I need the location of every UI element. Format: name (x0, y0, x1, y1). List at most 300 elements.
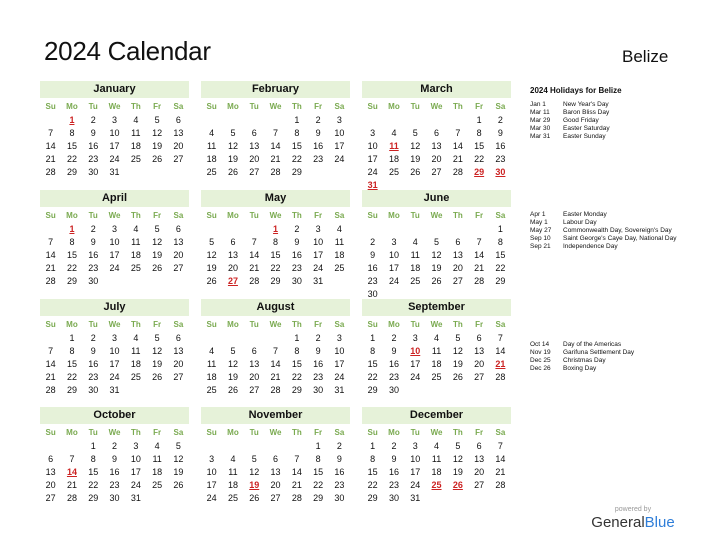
weekday-label: We (430, 102, 443, 111)
weekday-label: We (430, 320, 443, 329)
day-empty (40, 332, 61, 345)
day-cell: 12 (227, 359, 238, 369)
day-cell: 8 (370, 454, 376, 464)
weekday-label: Th (291, 211, 302, 220)
day-cell: 25 (334, 263, 345, 273)
holiday-group (530, 341, 680, 373)
holiday-group (530, 86, 680, 141)
day-cell: 20 (452, 263, 463, 273)
day-cell: 19 (152, 250, 163, 260)
day-cell: 25 (130, 372, 141, 382)
day-cell: 13 (227, 250, 238, 260)
day-cell: 15 (367, 467, 378, 477)
weekday-label: Sa (495, 102, 506, 111)
day-cell: 21 (270, 372, 281, 382)
day-cell: 16 (109, 467, 120, 477)
weekday-label: We (108, 211, 121, 220)
day-cell: 27 (173, 372, 184, 382)
month-december (362, 407, 511, 505)
month-header: June (362, 190, 511, 207)
day-cell: 4 (412, 237, 418, 247)
day-cell: 29 (291, 167, 302, 177)
holiday-name: Baron Bliss Day (563, 109, 610, 116)
day-cell: 28 (66, 493, 77, 503)
day-cell: 28 (270, 385, 281, 395)
day-cell: 3 (391, 237, 397, 247)
day-cell: 12 (152, 237, 163, 247)
day-cell: 30 (334, 493, 345, 503)
day-cell: 12 (452, 346, 463, 356)
holiday-row (530, 365, 680, 373)
holiday-date: Sep 10 (530, 235, 551, 242)
holiday-row (530, 211, 680, 219)
day-cell: 10 (410, 454, 421, 464)
day-cell: 8 (69, 237, 75, 247)
day-empty (40, 114, 61, 127)
day-cell: 9 (90, 128, 96, 138)
weekday-label: Th (452, 320, 463, 329)
day-cell: 24 (130, 480, 141, 490)
day-grid (201, 440, 350, 505)
day-cell: 8 (294, 128, 300, 138)
day-cell: 2 (336, 441, 342, 451)
day-cell: 19 (227, 154, 238, 164)
weekday-label: Tu (249, 320, 259, 329)
weekday-label: Tu (88, 320, 98, 329)
day-cell: 30 (388, 493, 399, 503)
weekday-label: We (269, 428, 282, 437)
day-cell: 14 (495, 454, 506, 464)
day-cell: 1 (294, 333, 300, 343)
day-cell: 2 (497, 115, 503, 125)
day-cell: 18 (130, 250, 141, 260)
day-cell: 6 (476, 441, 482, 451)
holiday-day-cell: 26 (452, 480, 463, 490)
holiday-row (530, 133, 680, 141)
day-cell: 25 (152, 480, 163, 490)
day-cell: 18 (130, 141, 141, 151)
day-cell: 10 (109, 346, 120, 356)
day-cell: 29 (495, 276, 506, 286)
day-cell: 7 (69, 454, 75, 464)
day-cell: 22 (291, 372, 302, 382)
day-cell: 18 (334, 250, 345, 260)
day-cell: 9 (497, 128, 503, 138)
day-cell: 27 (452, 276, 463, 286)
day-cell: 22 (270, 263, 281, 273)
day-grid (40, 114, 189, 179)
holiday-name: Easter Sunday (563, 133, 606, 140)
day-empty (447, 223, 468, 236)
day-cell: 11 (410, 250, 420, 260)
day-cell: 2 (315, 115, 321, 125)
day-cell: 4 (209, 346, 215, 356)
day-cell: 12 (227, 141, 238, 151)
day-cell: 19 (452, 359, 463, 369)
day-cell: 12 (152, 346, 163, 356)
day-cell: 30 (313, 385, 324, 395)
day-cell: 9 (336, 454, 342, 464)
month-february (201, 81, 350, 179)
day-cell: 25 (130, 263, 141, 273)
day-cell: 19 (452, 467, 463, 477)
weekday-label: Tu (249, 211, 259, 220)
day-empty (265, 114, 286, 127)
day-cell: 15 (66, 141, 77, 151)
day-cell: 4 (154, 441, 160, 451)
weekday-label: Su (367, 320, 378, 329)
weekday-header (362, 209, 511, 222)
day-cell: 3 (112, 333, 118, 343)
day-cell: 13 (173, 128, 184, 138)
day-cell: 28 (452, 167, 463, 177)
day-cell: 20 (249, 154, 260, 164)
day-cell: 8 (497, 237, 503, 247)
day-cell: 13 (474, 454, 485, 464)
weekday-label: We (108, 320, 121, 329)
holiday-name: Easter Saturday (563, 125, 610, 132)
holiday-date: May 27 (530, 227, 552, 234)
holiday-date: Sep 21 (530, 243, 551, 250)
day-cell: 21 (45, 263, 56, 273)
holiday-row (530, 227, 680, 235)
day-cell: 19 (152, 359, 163, 369)
holiday-day-cell: 11 (389, 141, 399, 151)
weekday-label: Th (130, 102, 141, 111)
day-grid (40, 223, 189, 288)
day-cell: 4 (336, 224, 342, 234)
day-cell: 23 (291, 263, 302, 273)
day-empty (426, 114, 447, 127)
weekday-label: Sa (334, 428, 345, 437)
holiday-day-cell: 1 (273, 224, 279, 234)
day-cell: 29 (291, 385, 302, 395)
day-cell: 6 (175, 224, 181, 234)
day-cell: 18 (227, 480, 238, 490)
weekday-label: Mo (388, 102, 400, 111)
day-cell: 27 (173, 263, 184, 273)
month-may (201, 190, 350, 288)
day-cell: 29 (367, 493, 378, 503)
day-cell: 22 (88, 480, 99, 490)
day-cell: 11 (152, 454, 162, 464)
day-cell: 24 (410, 480, 421, 490)
weekday-label: Su (206, 428, 217, 437)
day-cell: 12 (173, 454, 184, 464)
day-cell: 24 (313, 263, 324, 273)
weekday-label: Th (291, 428, 302, 437)
day-cell: 5 (412, 128, 418, 138)
weekday-label: We (269, 102, 282, 111)
day-cell: 14 (45, 141, 56, 151)
day-cell: 20 (270, 480, 281, 490)
day-cell: 2 (294, 224, 300, 234)
day-cell: 24 (367, 167, 378, 177)
day-cell: 1 (497, 224, 503, 234)
day-cell: 11 (206, 141, 217, 151)
day-cell: 17 (109, 359, 120, 369)
month-header: October (40, 407, 189, 424)
holiday-day-cell: 14 (66, 467, 77, 477)
day-cell: 26 (152, 154, 163, 164)
day-cell: 21 (270, 154, 281, 164)
day-grid (362, 114, 511, 192)
day-cell: 19 (410, 154, 421, 164)
day-cell: 18 (431, 359, 442, 369)
weekday-label: Th (130, 211, 141, 220)
day-grid (362, 223, 511, 301)
day-cell: 27 (474, 372, 485, 382)
day-cell: 22 (291, 154, 302, 164)
day-cell: 21 (495, 467, 506, 477)
month-header: May (201, 190, 350, 207)
day-cell: 21 (291, 480, 302, 490)
day-cell: 28 (495, 480, 506, 490)
month-september (362, 299, 511, 397)
day-cell: 25 (206, 167, 217, 177)
day-cell: 22 (66, 372, 77, 382)
day-cell: 16 (88, 250, 99, 260)
month-header: August (201, 299, 350, 316)
day-cell: 20 (249, 372, 260, 382)
day-cell: 16 (313, 359, 324, 369)
day-cell: 5 (230, 346, 236, 356)
weekday-label: Fr (475, 211, 484, 220)
day-cell: 20 (45, 480, 56, 490)
day-cell: 9 (315, 128, 321, 138)
weekday-label: Mo (227, 211, 239, 220)
day-cell: 15 (291, 359, 302, 369)
day-cell: 10 (109, 128, 120, 138)
day-cell: 20 (431, 154, 442, 164)
weekday-label: Sa (173, 320, 184, 329)
day-cell: 27 (249, 385, 260, 395)
day-cell: 11 (131, 128, 141, 138)
day-cell: 27 (270, 493, 281, 503)
day-cell: 2 (370, 237, 376, 247)
day-cell: 17 (367, 154, 378, 164)
day-cell: 21 (45, 372, 56, 382)
day-cell: 16 (367, 263, 378, 273)
weekday-header (40, 426, 189, 439)
day-cell: 11 (131, 346, 141, 356)
day-empty (383, 223, 404, 236)
day-cell: 5 (455, 441, 461, 451)
day-cell: 6 (48, 454, 54, 464)
weekday-label: Su (206, 320, 217, 329)
day-cell: 4 (133, 115, 139, 125)
day-cell: 28 (270, 167, 281, 177)
day-cell: 1 (69, 333, 75, 343)
holiday-name: Commonwealth Day, Sovereign's Day (563, 227, 672, 234)
day-empty (426, 223, 447, 236)
weekday-label: Th (291, 102, 302, 111)
month-header: December (362, 407, 511, 424)
day-cell: 13 (45, 467, 56, 477)
holiday-date: Dec 26 (530, 365, 551, 372)
holiday-date: Oct 14 (530, 341, 550, 348)
day-cell: 21 (452, 154, 463, 164)
day-cell: 8 (294, 346, 300, 356)
weekday-label: Mo (66, 320, 78, 329)
day-cell: 15 (313, 467, 324, 477)
day-grid (40, 332, 189, 397)
day-grid (201, 332, 350, 397)
weekday-label: Tu (249, 102, 259, 111)
day-cell: 6 (273, 454, 279, 464)
day-cell: 12 (249, 467, 260, 477)
day-grid (362, 440, 511, 505)
day-cell: 28 (291, 493, 302, 503)
day-cell: 5 (154, 224, 160, 234)
holiday-date: Mar 11 (530, 109, 550, 116)
day-cell: 5 (230, 128, 236, 138)
weekday-label: We (430, 211, 443, 220)
day-cell: 14 (45, 250, 56, 260)
day-cell: 1 (315, 441, 321, 451)
weekday-label: Mo (388, 211, 400, 220)
month-november (201, 407, 350, 505)
day-cell: 15 (270, 250, 281, 260)
powered-by-text: powered by (614, 506, 652, 513)
day-cell: 5 (209, 237, 215, 247)
weekday-label: Fr (314, 320, 323, 329)
day-cell: 28 (249, 276, 260, 286)
day-cell: 6 (230, 237, 236, 247)
day-empty (405, 114, 426, 127)
weekday-label: Mo (227, 428, 239, 437)
day-cell: 5 (434, 237, 440, 247)
day-cell: 30 (388, 385, 399, 395)
day-cell: 2 (90, 115, 96, 125)
day-cell: 1 (90, 441, 96, 451)
day-cell: 24 (334, 372, 345, 382)
day-cell: 26 (173, 480, 184, 490)
day-cell: 1 (294, 115, 300, 125)
day-cell: 7 (294, 454, 300, 464)
day-cell: 29 (66, 276, 77, 286)
day-empty (201, 114, 222, 127)
day-cell: 2 (90, 333, 96, 343)
day-cell: 27 (173, 154, 184, 164)
day-cell: 31 (130, 493, 141, 503)
day-cell: 31 (334, 385, 345, 395)
day-empty (447, 114, 468, 127)
weekday-label: We (108, 428, 121, 437)
day-cell: 9 (90, 346, 96, 356)
weekday-label: Tu (410, 428, 420, 437)
day-cell: 10 (367, 141, 378, 151)
weekday-label: Fr (153, 428, 162, 437)
day-cell: 1 (370, 333, 376, 343)
month-january (40, 81, 189, 179)
weekday-label: Sa (495, 211, 506, 220)
weekday-label: Su (45, 320, 56, 329)
day-cell: 13 (474, 346, 485, 356)
day-cell: 20 (173, 359, 184, 369)
day-cell: 17 (206, 480, 217, 490)
weekday-label: Sa (495, 428, 506, 437)
day-cell: 31 (109, 167, 120, 177)
day-grid (201, 114, 350, 179)
day-cell: 14 (291, 467, 302, 477)
month-header: January (40, 81, 189, 98)
weekday-label: Th (291, 320, 302, 329)
day-cell: 26 (227, 167, 238, 177)
holiday-row (530, 125, 680, 133)
holiday-day-cell: 10 (410, 346, 421, 356)
month-june (362, 190, 511, 301)
weekday-label: Su (367, 102, 378, 111)
day-cell: 3 (336, 115, 342, 125)
day-cell: 14 (45, 359, 56, 369)
weekday-label: Sa (334, 320, 345, 329)
day-cell: 22 (66, 263, 77, 273)
day-empty (201, 440, 222, 453)
day-cell: 4 (133, 224, 139, 234)
day-cell: 20 (227, 263, 238, 273)
day-cell: 19 (152, 141, 163, 151)
holiday-row (530, 235, 680, 243)
day-empty (222, 440, 243, 453)
day-cell: 2 (90, 224, 96, 234)
day-cell: 5 (154, 115, 160, 125)
day-cell: 12 (431, 250, 442, 260)
weekday-label: Fr (153, 320, 162, 329)
weekday-label: Sa (334, 102, 345, 111)
day-cell: 3 (336, 333, 342, 343)
day-grid (40, 440, 189, 505)
holiday-date: Mar 31 (530, 133, 551, 140)
holiday-date: Jan 1 (530, 101, 546, 108)
day-cell: 15 (474, 141, 485, 151)
weekday-label: Su (367, 211, 378, 220)
day-cell: 31 (109, 385, 120, 395)
holiday-row (530, 101, 680, 109)
day-cell: 6 (251, 346, 257, 356)
month-april (40, 190, 189, 288)
holiday-row (530, 109, 680, 117)
weekday-label: Su (45, 102, 56, 111)
holiday-row (530, 219, 680, 227)
day-cell: 17 (130, 467, 141, 477)
holiday-date: May 1 (530, 219, 548, 226)
month-march (362, 81, 511, 192)
day-cell: 4 (230, 454, 236, 464)
weekday-header (362, 100, 511, 113)
day-cell: 13 (173, 237, 184, 247)
day-cell: 9 (294, 237, 300, 247)
day-cell: 26 (452, 372, 463, 382)
month-header: April (40, 190, 189, 207)
day-cell: 25 (431, 372, 442, 382)
weekday-label: Mo (388, 320, 400, 329)
day-cell: 25 (130, 154, 141, 164)
day-cell: 29 (313, 493, 324, 503)
weekday-label: Su (45, 211, 56, 220)
weekday-header (362, 426, 511, 439)
day-cell: 11 (431, 454, 442, 464)
day-cell: 13 (249, 359, 260, 369)
day-cell: 23 (334, 480, 345, 490)
day-empty (40, 223, 61, 236)
day-cell: 22 (313, 480, 324, 490)
day-cell: 20 (474, 359, 485, 369)
day-empty (265, 440, 286, 453)
day-cell: 24 (109, 154, 120, 164)
day-empty (468, 223, 489, 236)
day-cell: 12 (206, 250, 217, 260)
